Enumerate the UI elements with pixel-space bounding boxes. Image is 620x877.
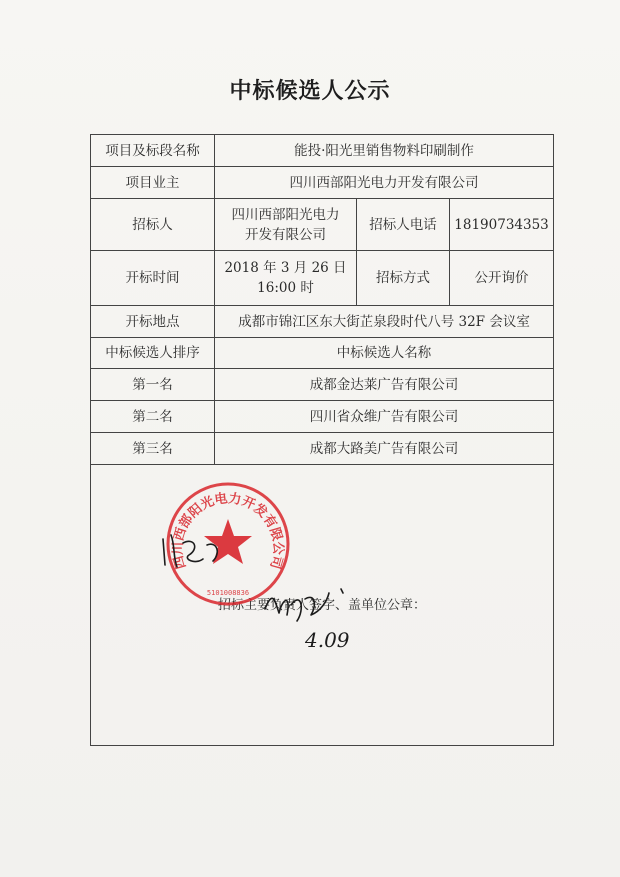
signature-date: 4.09 <box>305 628 350 649</box>
project-value: 能投·阳光里销售物料印刷制作 <box>215 135 554 167</box>
open-time-value <box>215 251 357 306</box>
table-row <box>91 401 554 433</box>
signature-label: 招标主要负责人签字、盖单位公章： <box>218 597 427 613</box>
candidate-rank: 第二名 <box>91 401 215 433</box>
owner-value: 四川西部阳光电力开发有限公司 <box>215 167 554 199</box>
open-time-row <box>91 251 554 306</box>
candidate-rank: 第三名 <box>91 433 215 465</box>
location-value: 成都市锦江区东大街芷泉段时代八号 32F 会议室 <box>215 306 554 338</box>
location-label: 开标地点 <box>91 306 215 338</box>
table-row <box>91 433 554 465</box>
method-label: 招标方式 <box>357 251 450 306</box>
signature-cell <box>91 465 554 746</box>
owner-label: 项目业主 <box>91 167 215 199</box>
phone-label: 招标人电话 <box>357 199 450 251</box>
document-title: 中标候选人公示 <box>229 79 391 104</box>
candidate-name: 成都金达莱广告有限公司 <box>215 369 554 401</box>
tenderer-value-line2: 开发有限公司 <box>245 226 326 243</box>
project-label: 项目及标段名称 <box>91 135 215 167</box>
method-value: 公开询价 <box>450 251 554 306</box>
rank-header: 中标候选人排序 <box>91 338 215 369</box>
signature-row <box>91 465 554 746</box>
candidate-rank: 第一名 <box>91 369 215 401</box>
name-header: 中标候选人名称 <box>215 338 554 369</box>
project-row <box>91 135 554 167</box>
tenderer-value <box>215 199 357 251</box>
open-time-line1: 2018 年 3 月 26 日 <box>224 260 347 276</box>
candidate-name: 成都大路美广告有限公司 <box>215 433 554 465</box>
tenderer-value-line1: 四川西部阳光电力 <box>231 206 340 223</box>
phone-value: 18190734353 <box>450 199 554 251</box>
seal-number: 5101008836 <box>206 589 250 597</box>
table-row <box>91 369 554 401</box>
candidate-name: 四川省众维广告有限公司 <box>215 401 554 433</box>
seal-text: 四川西部阳光电力开发有限公司 <box>170 491 286 571</box>
bid-candidate-table <box>90 134 554 746</box>
location-row <box>91 306 554 338</box>
open-time-line2: 16:00 时 <box>257 280 314 296</box>
tenderer-label: 招标人 <box>91 199 215 251</box>
tenderer-row <box>91 199 554 251</box>
owner-row <box>91 167 554 199</box>
candidate-header-row <box>91 338 554 369</box>
handwritten-signature-icon <box>155 509 355 649</box>
open-time-label: 开标时间 <box>91 251 215 306</box>
